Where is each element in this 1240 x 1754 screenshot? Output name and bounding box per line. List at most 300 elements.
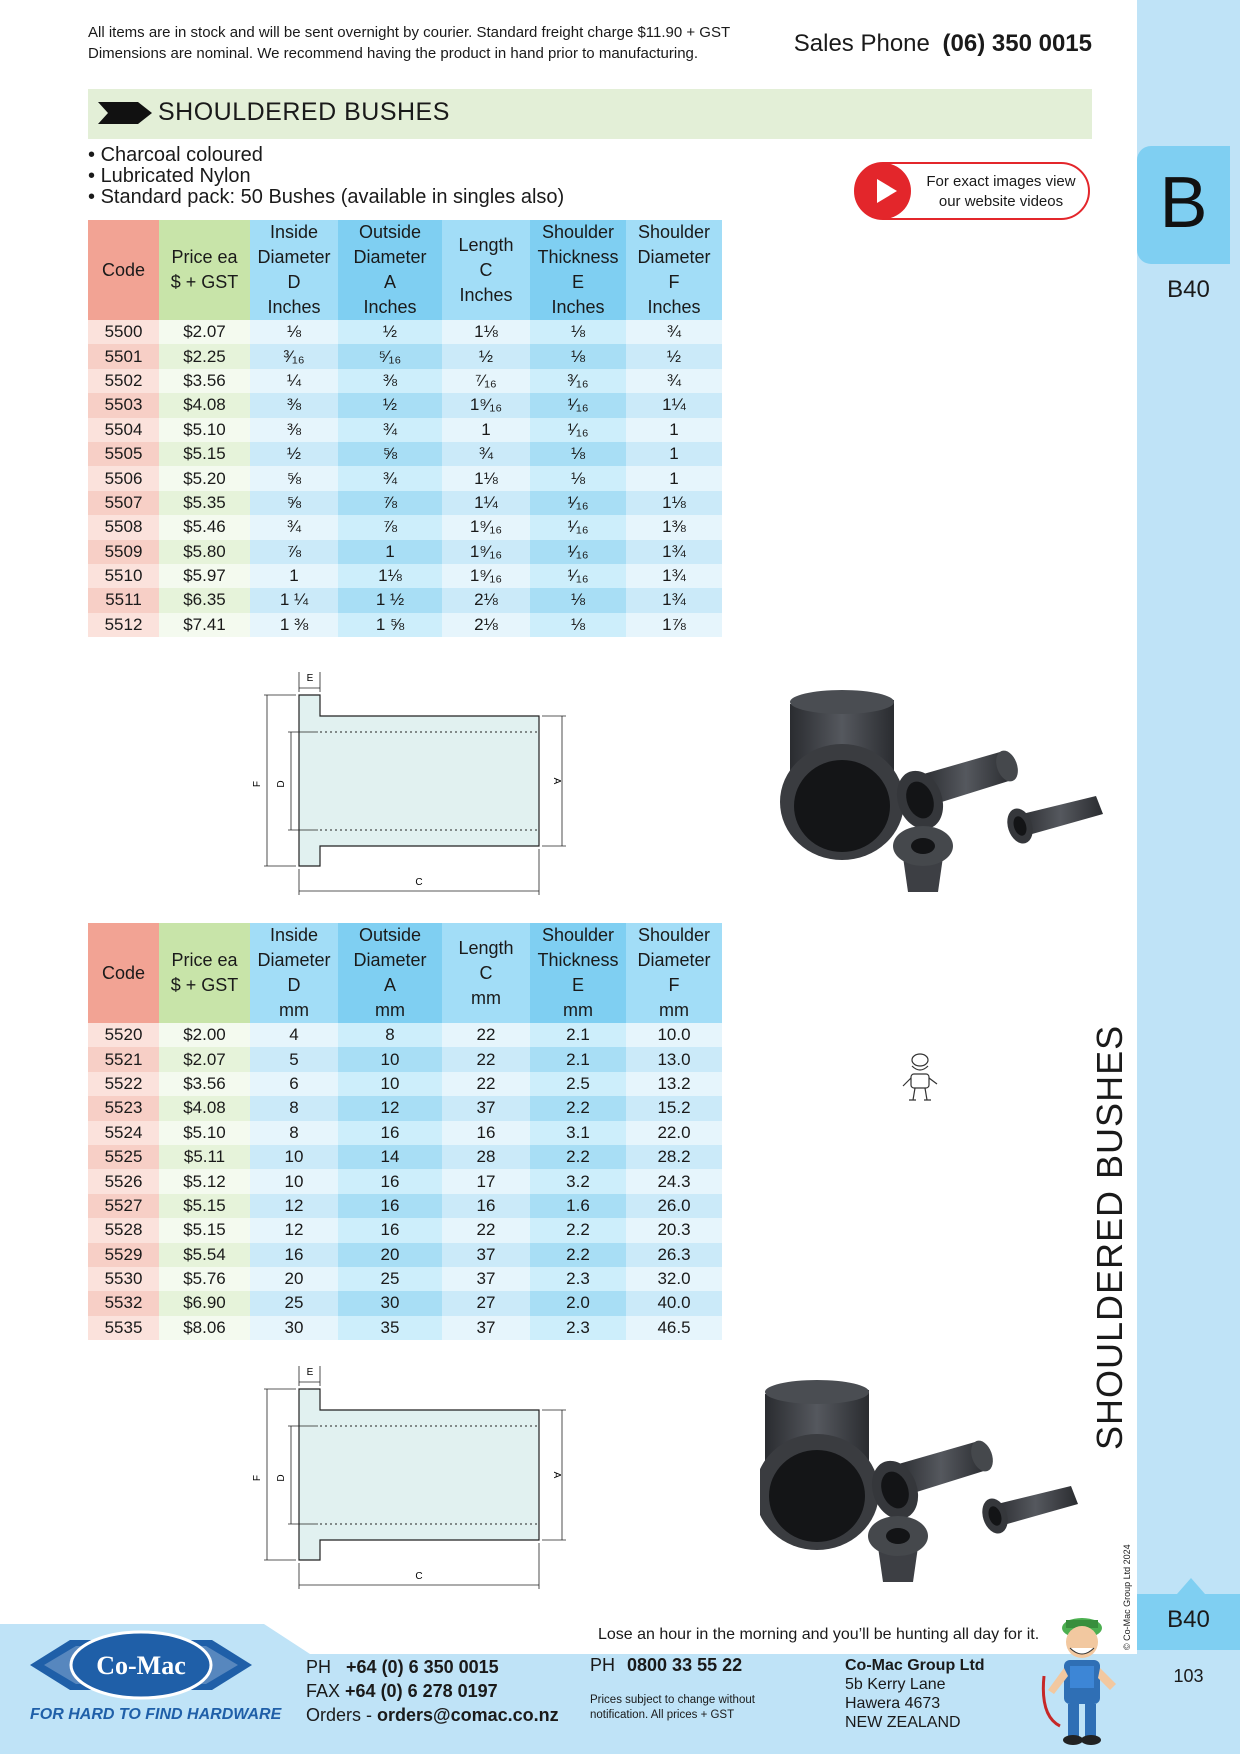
cell-price: $5.15 [159,1194,250,1218]
bush-outline [299,695,539,866]
cell-price: $5.35 [159,491,250,515]
column-header-line: Diameter [353,950,427,970]
table-row[interactable] [88,613,722,637]
column-header-line: Inches [267,297,321,317]
comac-logo[interactable] [30,1626,252,1704]
table-row[interactable] [88,588,722,612]
cell-shoulder-diameter: ½ [626,344,722,368]
cell-length: 16 [442,1194,530,1218]
table-row[interactable] [88,320,722,344]
cell-code: 5522 [88,1072,159,1096]
cell-inside-diameter: ¾ [250,515,338,539]
table-row[interactable] [88,1267,722,1291]
page-code-bottom: B40 [1167,1606,1210,1633]
cell-shoulder-diameter: 1¾ [626,588,722,612]
column-header-outside-diameter [338,220,442,320]
cell-shoulder-diameter: ¾ [626,369,722,393]
feature-item: • Standard pack: 50 Bushes (available in singles also) [88,187,564,208]
cell-outside-diameter: 8 [338,1023,442,1047]
dim-label-a: A [551,777,562,785]
cell-code: 5500 [88,320,159,344]
cell-code: 5505 [88,442,159,466]
cell-shoulder-diameter: 32.0 [626,1267,722,1291]
banner-arrow-icon [98,102,152,124]
orders-label: Orders - [306,1705,373,1725]
table-row[interactable] [88,1243,722,1267]
column-header-price [159,220,250,320]
cell-length: 17 [442,1169,530,1193]
cell-outside-diameter: ⅜ [338,369,442,393]
cell-outside-diameter: 35 [338,1316,442,1340]
address-line: 5b Kerry Lane [845,1676,946,1693]
table-row[interactable] [88,1316,722,1340]
column-header-line: Inside [269,222,319,242]
cell-length: 1⁹⁄₁₆ [442,393,530,417]
table-row[interactable] [88,393,722,417]
cell-shoulder-thickness: 1.6 [530,1194,626,1218]
dim-label-c: C [415,877,423,888]
cell-inside-diameter: ½ [250,442,338,466]
cell-inside-diameter: 8 [250,1121,338,1145]
cell-price: $2.25 [159,344,250,368]
cell-outside-diameter: ½ [338,393,442,417]
column-header-length [442,220,530,320]
cell-shoulder-thickness: ⅛ [530,320,626,344]
cell-code: 5523 [88,1096,159,1120]
cell-shoulder-thickness: 3.2 [530,1169,626,1193]
cell-shoulder-thickness: 2.3 [530,1267,626,1291]
cell-outside-diameter: 1 [338,540,442,564]
shipping-notice-line: All items are in stock and will be sent overnight by courier. Standard freight charge $11.90 + GST [88,24,731,41]
cell-shoulder-thickness: 2.2 [530,1096,626,1120]
bush-outline [299,1389,539,1560]
cell-length: 1⁹⁄₁₆ [442,540,530,564]
cell-code: 5503 [88,393,159,417]
column-header-line: mm [471,987,501,1008]
column-header-line: Length [458,234,514,255]
cell-price: $2.07 [159,1047,250,1071]
cell-inside-diameter: ³⁄₁₆ [250,344,338,368]
cell-price: $3.56 [159,369,250,393]
column-header-line: A [383,272,396,292]
cell-shoulder-thickness: ⅛ [530,466,626,490]
cell-inside-diameter: 10 [250,1145,338,1169]
column-header-inside-diameter [250,220,338,320]
cell-shoulder-diameter: 46.5 [626,1316,722,1340]
cell-inside-diameter: 16 [250,1243,338,1267]
cell-price: $5.10 [159,1121,250,1145]
cell-shoulder-thickness: 2.2 [530,1218,626,1242]
freephone-label: PH [590,1655,616,1675]
cell-shoulder-diameter: ¾ [626,320,722,344]
address-line: NEW ZEALAND [845,1714,961,1731]
cell-shoulder-diameter: 22.0 [626,1121,722,1145]
cell-length: 37 [442,1096,530,1120]
cell-outside-diameter: 30 [338,1291,442,1315]
cell-code: 5530 [88,1267,159,1291]
cell-inside-diameter: 12 [250,1194,338,1218]
cell-shoulder-diameter: 1 [626,466,722,490]
website-videos-line: For exact images view [926,173,1076,190]
column-header-line: F [668,272,680,292]
column-header-line: Shoulder [637,925,711,945]
column-header-line: Outside [358,222,422,242]
column-header-code [88,220,159,320]
column-header-shoulder-diameter [626,923,722,1023]
phone-number[interactable]: +64 (0) 6 350 0015 [346,1657,499,1677]
cell-length: 1 [442,418,530,442]
cell-price: $5.10 [159,418,250,442]
column-header-line: $ + GST [170,272,239,292]
cell-length: 28 [442,1145,530,1169]
cell-length: 2⅛ [442,588,530,612]
page-code-tab-pointer [1177,1578,1205,1594]
cell-shoulder-thickness: ⅛ [530,442,626,466]
cell-code: 5520 [88,1023,159,1047]
cell-outside-diameter: 20 [338,1243,442,1267]
cell-code: 5525 [88,1145,159,1169]
cell-length: 27 [442,1291,530,1315]
prices-note [590,1693,755,1723]
column-header-line: Price ea [171,247,238,267]
column-header-length [442,923,530,1023]
table-row[interactable] [88,1145,722,1169]
table-row[interactable] [88,1218,722,1242]
cell-inside-diameter: 12 [250,1218,338,1242]
cell-price: $4.08 [159,1096,250,1120]
column-header-line: Diameter [637,247,711,267]
cell-price: $5.97 [159,564,250,588]
cell-price: $5.80 [159,540,250,564]
cell-inside-diameter: ⅜ [250,418,338,442]
cell-shoulder-thickness: 2.0 [530,1291,626,1315]
cell-shoulder-thickness: ¹⁄₁₆ [530,540,626,564]
logo-text: Co-Mac [96,1651,186,1680]
cell-length: 22 [442,1218,530,1242]
table-row[interactable] [88,1121,722,1145]
sales-phone-label: Sales Phone [793,30,930,57]
cell-code: 5502 [88,369,159,393]
column-header-line: Inside [269,925,319,945]
column-header-line: C [479,259,493,280]
metric-sizes-table [88,923,722,1340]
cell-shoulder-thickness: ⅛ [530,344,626,368]
column-header-line: Thickness [537,247,619,267]
orders-line [306,1703,559,1727]
dim-label-d: D [276,780,287,788]
section-title: SHOULDERED BUSHES [158,98,450,126]
cell-shoulder-diameter: 1¾ [626,564,722,588]
cell-outside-diameter: ¾ [338,418,442,442]
cell-inside-diameter: 25 [250,1291,338,1315]
column-header-line: mm [375,1000,405,1020]
cell-shoulder-diameter: 26.0 [626,1194,722,1218]
table-row[interactable] [88,1047,722,1071]
cell-code: 5511 [88,588,159,612]
cell-code: 5527 [88,1194,159,1218]
cell-outside-diameter: ⅞ [338,491,442,515]
cell-code: 5524 [88,1121,159,1145]
column-header-line: mm [279,1000,309,1020]
cell-price: $5.11 [159,1145,250,1169]
sales-phone [794,30,1092,58]
freephone-number[interactable]: 0800 33 55 22 [627,1655,743,1675]
website-videos-line: our website videos [938,193,1064,210]
prices-note-line: notification. All prices + GST [590,1709,735,1721]
fax-number[interactable]: +64 (0) 6 278 0197 [345,1681,498,1701]
table-row[interactable] [88,466,722,490]
cell-shoulder-diameter: 1⅛ [626,491,722,515]
table-row[interactable] [88,1072,722,1096]
column-header-line: D [287,975,301,995]
cell-shoulder-thickness: ¹⁄₁₆ [530,491,626,515]
prices-note-line: Prices subject to change without [590,1694,755,1706]
cell-shoulder-diameter: 1 [626,418,722,442]
cell-price: $2.07 [159,320,250,344]
cell-inside-diameter: ⅛ [250,320,338,344]
table-row[interactable] [88,540,722,564]
cell-outside-diameter: 1 ⅝ [338,613,442,637]
mascot-sketch-icon [900,1052,940,1104]
column-header-line: Inches [647,297,701,317]
cell-inside-diameter: 1 [250,564,338,588]
sales-phone-number[interactable]: (06) 350 0015 [942,30,1092,57]
cell-outside-diameter: 1 ½ [338,588,442,612]
cell-price: $5.76 [159,1267,250,1291]
table-row[interactable] [88,418,722,442]
cell-outside-diameter: 10 [338,1072,442,1096]
feature-list [88,145,564,208]
cell-shoulder-diameter: 26.3 [626,1243,722,1267]
cell-inside-diameter: ¼ [250,369,338,393]
table-row[interactable] [88,442,722,466]
cell-price: $5.54 [159,1243,250,1267]
company-tagline: FOR HARD TO FIND HARDWARE [30,1706,282,1723]
cell-shoulder-thickness: 3.1 [530,1121,626,1145]
cell-length: 1⅛ [442,466,530,490]
column-header-line: Diameter [257,247,331,267]
column-header-line: Diameter [257,950,331,970]
column-header-line: Price ea [171,950,238,970]
cell-code: 5506 [88,466,159,490]
bush-dimension-drawing-inches [240,664,580,899]
cell-code: 5521 [88,1047,159,1071]
cell-outside-diameter: 16 [338,1121,442,1145]
play-icon [877,179,897,203]
cell-shoulder-diameter: 1¼ [626,393,722,417]
table-row[interactable] [88,344,722,368]
table-row[interactable] [88,515,722,539]
cell-outside-diameter: ⅝ [338,442,442,466]
cell-length: ½ [442,344,530,368]
column-header-line: E [571,272,584,292]
cell-length: 16 [442,1121,530,1145]
address-line: Hawera 4673 [845,1695,941,1712]
cell-code: 5501 [88,344,159,368]
table-row[interactable] [88,564,722,588]
page-number: 103 [1173,1666,1204,1686]
cell-inside-diameter: ⅞ [250,540,338,564]
cell-outside-diameter: 16 [338,1169,442,1193]
cell-inside-diameter: 1 ¼ [250,588,338,612]
table-row[interactable] [88,1194,722,1218]
cell-shoulder-thickness: ³⁄₁₆ [530,369,626,393]
column-header-line: E [571,975,584,995]
cell-length: 22 [442,1072,530,1096]
cell-price: $6.35 [159,588,250,612]
cell-shoulder-diameter: 1⅞ [626,613,722,637]
cell-length: 22 [442,1047,530,1071]
footer-quote: Lose an hour in the morning and you’ll be hunting all day for it. [598,1626,1040,1643]
column-header-line: Shoulder [541,222,615,242]
cell-code: 5509 [88,540,159,564]
table-row[interactable] [88,491,722,515]
column-header-line: Code [101,259,146,280]
product-photo-bushes [760,1370,1110,1600]
cell-length: 1⁹⁄₁₆ [442,564,530,588]
cell-outside-diameter: 25 [338,1267,442,1291]
column-header-line: Inches [459,284,513,305]
column-header-line: Thickness [537,950,619,970]
cell-inside-diameter: 5 [250,1047,338,1071]
fax-line [306,1679,559,1703]
mascot-mechanic-icon [1040,1606,1122,1750]
cell-price: $6.90 [159,1291,250,1315]
cell-length: 22 [442,1023,530,1047]
cell-outside-diameter: ⅞ [338,515,442,539]
cell-length: 37 [442,1316,530,1340]
column-header-line: Inches [363,297,417,317]
cell-shoulder-thickness: 2.3 [530,1316,626,1340]
page-code-top: B40 [1167,276,1210,303]
cell-outside-diameter: 16 [338,1218,442,1242]
cell-length: 1⁹⁄₁₆ [442,515,530,539]
cell-outside-diameter: 10 [338,1047,442,1071]
table-header-row [88,923,722,1023]
website-videos-text [918,172,1084,212]
cell-code: 5508 [88,515,159,539]
column-header-line: mm [659,1000,689,1020]
column-header-line: D [287,272,301,292]
vertical-section-title-text: SHOULDERED BUSHES [1089,1024,1130,1450]
cell-shoulder-diameter: 13.0 [626,1047,722,1071]
column-header-line: Length [458,937,514,958]
column-header-line: mm [563,1000,593,1020]
cell-shoulder-thickness: ¹⁄₁₆ [530,564,626,588]
column-header-line: Outside [358,925,422,945]
cell-shoulder-diameter: 1 [626,442,722,466]
column-header-line: F [668,975,680,995]
cell-length: 1¼ [442,491,530,515]
cell-shoulder-diameter: 1⅜ [626,515,722,539]
cell-inside-diameter: ⅝ [250,466,338,490]
table-row[interactable] [88,1023,722,1047]
cell-outside-diameter: ⁵⁄₁₆ [338,344,442,368]
product-photo-bushes [760,680,1110,910]
cell-inside-diameter: 30 [250,1316,338,1340]
column-header-price [159,923,250,1023]
column-header-line: Inches [551,297,605,317]
table-row[interactable] [88,369,722,393]
cell-code: 5510 [88,564,159,588]
cell-price: $5.15 [159,442,250,466]
cell-shoulder-thickness: 2.2 [530,1145,626,1169]
cell-shoulder-diameter: 13.2 [626,1072,722,1096]
cell-length: 2⅛ [442,613,530,637]
shipping-notice [88,22,768,64]
column-header-shoulder-thickness [530,220,626,320]
table-row[interactable] [88,1096,722,1120]
cell-shoulder-thickness: 2.2 [530,1243,626,1267]
freephone-line [590,1655,742,1676]
cell-inside-diameter: 20 [250,1267,338,1291]
column-header-line: Diameter [353,247,427,267]
cell-price: $5.12 [159,1169,250,1193]
cell-code: 5529 [88,1243,159,1267]
inch-sizes-table [88,220,722,637]
cell-price: $5.15 [159,1218,250,1242]
dim-label-e: E [306,1367,314,1378]
table-row[interactable] [88,1291,722,1315]
cell-shoulder-diameter: 20.3 [626,1218,722,1242]
cell-shoulder-thickness: ¹⁄₁₆ [530,393,626,417]
phone-line [306,1655,559,1679]
cell-code: 5512 [88,613,159,637]
column-header-line: Shoulder [637,222,711,242]
column-header-line: Shoulder [541,925,615,945]
cell-inside-diameter: ⅜ [250,393,338,417]
cell-shoulder-thickness: ⅛ [530,613,626,637]
cell-shoulder-diameter: 10.0 [626,1023,722,1047]
cell-inside-diameter: 10 [250,1169,338,1193]
column-header-shoulder-diameter [626,220,722,320]
cell-shoulder-thickness: 2.1 [530,1047,626,1071]
column-header-line: C [479,962,493,983]
section-letter: B [1159,163,1208,243]
cell-shoulder-diameter: 40.0 [626,1291,722,1315]
cell-outside-diameter: ½ [338,320,442,344]
contact-block [306,1655,559,1727]
column-header-outside-diameter [338,923,442,1023]
cell-length: 37 [442,1243,530,1267]
cell-inside-diameter: ⅝ [250,491,338,515]
column-header-line: $ + GST [170,975,239,995]
cell-code: 5532 [88,1291,159,1315]
cell-code: 5507 [88,491,159,515]
cell-code: 5504 [88,418,159,442]
cell-price: $4.08 [159,393,250,417]
feature-item: • Lubricated Nylon [88,166,564,187]
cell-inside-diameter: 6 [250,1072,338,1096]
cell-outside-diameter: 16 [338,1194,442,1218]
cell-shoulder-thickness: ¹⁄₁₆ [530,418,626,442]
orders-email-link[interactable]: orders@comac.co.nz [377,1705,559,1725]
company-name: Co-Mac Group Ltd [845,1657,985,1674]
cell-inside-diameter: 1 ⅜ [250,613,338,637]
cell-shoulder-diameter: 24.3 [626,1169,722,1193]
table-row[interactable] [88,1169,722,1193]
column-header-shoulder-thickness [530,923,626,1023]
cell-length: 1⅛ [442,320,530,344]
dim-label-a: A [551,1471,562,1479]
cell-outside-diameter: 1⅛ [338,564,442,588]
cell-shoulder-diameter: 1¾ [626,540,722,564]
cell-code: 5528 [88,1218,159,1242]
cell-shoulder-thickness: 2.5 [530,1072,626,1096]
cell-price: $5.46 [159,515,250,539]
cell-price: $5.20 [159,466,250,490]
cell-outside-diameter: 14 [338,1145,442,1169]
